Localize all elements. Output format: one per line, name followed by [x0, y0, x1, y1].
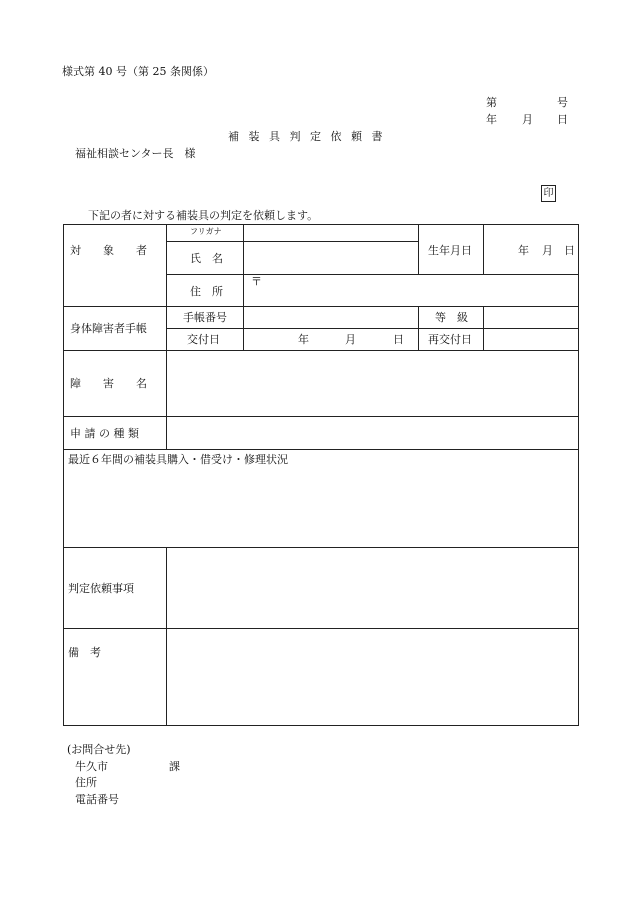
disability-name-field[interactable] [167, 351, 577, 415]
birth-month-label: 月 [542, 244, 553, 257]
furigana-field[interactable] [244, 225, 417, 240]
addressee: 福祉相談センター長 様 [75, 147, 196, 160]
document-title: 補 装 具 判 定 依 頼 書 [228, 130, 386, 143]
handbook-number-field[interactable] [244, 307, 417, 327]
address-label: 住 所 [190, 285, 223, 298]
grade-field[interactable] [484, 307, 577, 327]
postal-mark: 〒 [251, 275, 262, 288]
judgment-items-field[interactable] [167, 548, 577, 627]
contact-city: 牛久市 [75, 760, 108, 773]
date-month-label: 月 [522, 113, 533, 126]
address-field[interactable] [244, 275, 577, 305]
name-field[interactable] [244, 242, 417, 273]
issue-day-label: 日 [393, 333, 404, 346]
birth-year-label: 年 [518, 244, 529, 257]
birthdate-field[interactable] [484, 225, 577, 273]
contact-heading: (お問合せ先) [67, 743, 131, 756]
date-year-label: 年 [486, 113, 497, 126]
doc-number-prefix: 第 [486, 96, 497, 109]
intro-text: 下記の者に対する補装具の判定を依頼します。 [88, 209, 319, 222]
form-number: 様式第 40 号（第 25 条関係） [62, 65, 214, 78]
date-day-label: 日 [557, 113, 568, 126]
name-label: 氏 名 [190, 252, 223, 265]
history-label: 最近６年間の補装具購入・借受け・修理状況 [68, 453, 288, 466]
disability-name-label: 障 害 名 [70, 377, 147, 390]
application-type-label: 申 請 の 種 類 [70, 427, 139, 440]
contact-address-label: 住所 [75, 776, 97, 789]
remarks-field[interactable] [167, 629, 577, 724]
birth-day-label: 日 [564, 244, 575, 257]
contact-phone-label: 電話番号 [75, 793, 119, 806]
issue-month-label: 月 [345, 333, 356, 346]
reissue-date-label: 再交付日 [428, 333, 472, 346]
handbook-label: 身体障害者手帳 [70, 322, 147, 335]
furigana-label: フリガナ [190, 227, 222, 236]
subject-label: 対 象 者 [70, 244, 147, 257]
application-type-field[interactable] [167, 417, 577, 448]
judgment-items-label: 判定依頼事項 [68, 582, 134, 595]
contact-section-label: 課 [169, 760, 180, 773]
birthdate-label: 生年月日 [428, 244, 472, 257]
seal-stamp: 印 [541, 185, 556, 202]
issue-year-label: 年 [298, 333, 309, 346]
issue-date-label: 交付日 [187, 333, 220, 346]
history-field[interactable] [64, 468, 577, 546]
reissue-date-field[interactable] [484, 329, 577, 349]
handbook-number-label: 手帳番号 [183, 311, 227, 324]
grade-label: 等 級 [435, 311, 468, 324]
doc-number-suffix: 号 [557, 96, 568, 109]
remarks-label: 備 考 [68, 646, 101, 659]
